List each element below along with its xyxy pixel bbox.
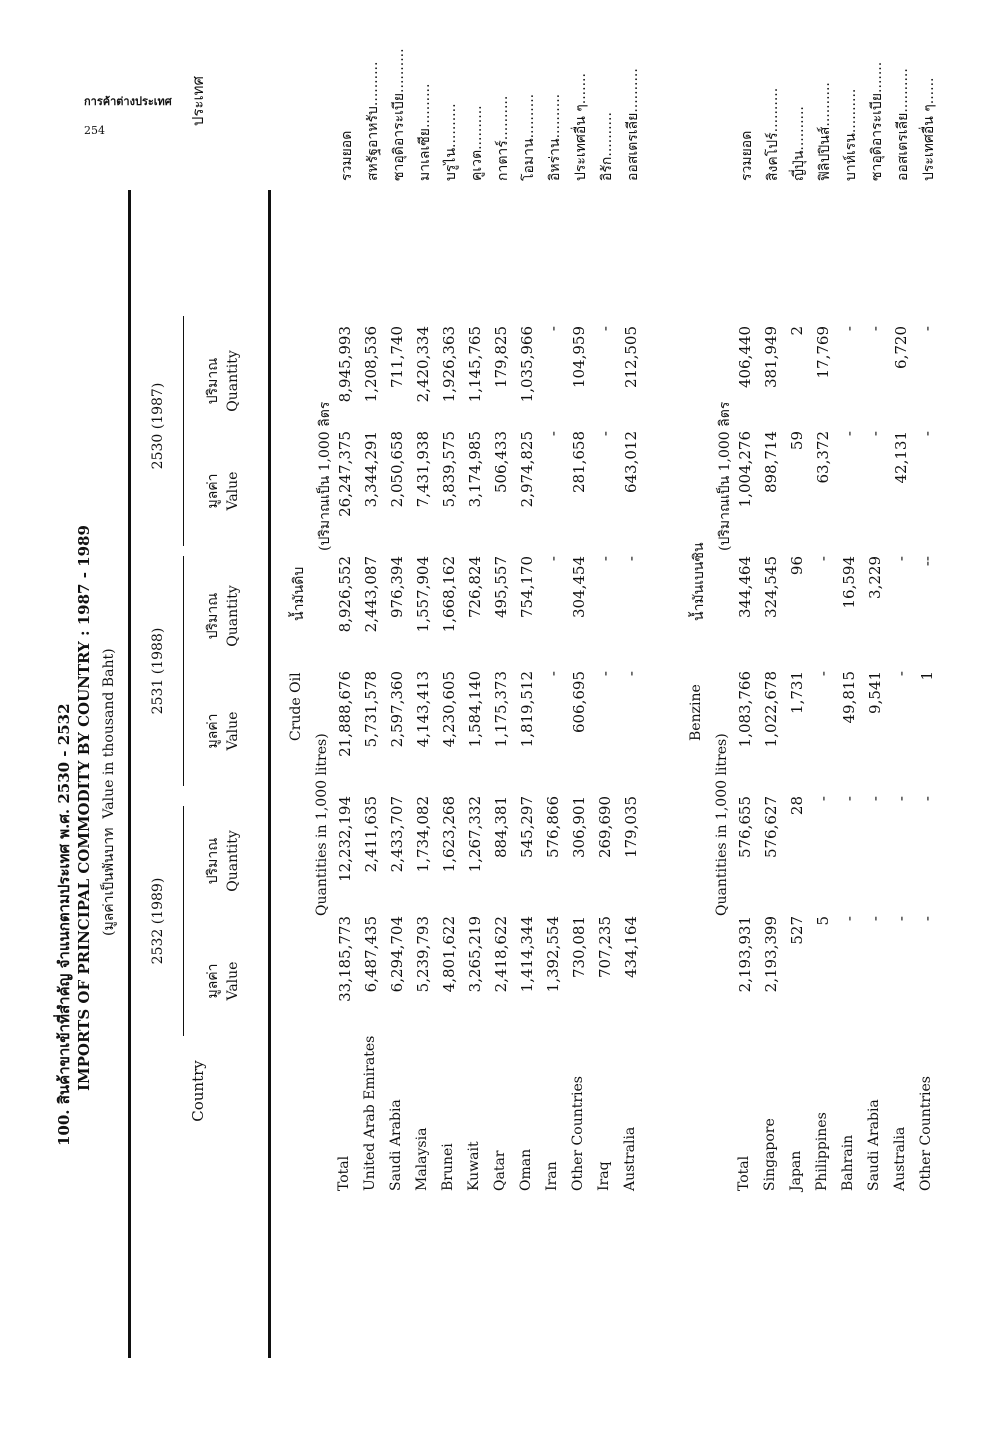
cell-q89: 28	[788, 796, 806, 816]
cell-q87: -	[544, 326, 562, 332]
section-unit-th: (ปริมาณเป็น 1,000 ลิตร	[717, 401, 733, 551]
cell-v88: 21,888,676	[336, 671, 354, 757]
cell-v88: 1,083,766	[736, 671, 754, 748]
cell-v89: 2,418,622	[492, 916, 510, 993]
section-name-th: น้ำมันดิบ	[291, 566, 307, 621]
cell-v88: -	[814, 671, 832, 677]
page-number: 254	[84, 124, 105, 137]
section-name-th: น้ำมันเบนซิน	[691, 542, 707, 621]
year-rule-1989	[183, 806, 184, 1036]
cell-v89: 3,265,219	[466, 916, 484, 993]
cell-q89: 12,232,194	[336, 796, 354, 882]
row-label-th: ออสเตรเลีย..........	[625, 68, 641, 181]
cell-q88: 304,454	[570, 556, 588, 619]
row-label-en: Singapore	[762, 1118, 778, 1191]
cell-q88: 1,668,162	[440, 556, 458, 633]
row-label-en: Australia	[892, 1126, 908, 1191]
cell-q87: 104,959	[570, 326, 588, 389]
v89-th: มูลค่า	[205, 963, 221, 999]
cell-q87: -	[866, 326, 884, 332]
cell-v89: 730,081	[570, 916, 588, 979]
v88-th: มูลค่า	[205, 713, 221, 749]
cell-v87: 281,658	[570, 431, 588, 494]
cell-q89: 1,623,268	[440, 796, 458, 873]
cell-v89: 707,235	[596, 916, 614, 979]
col-country-th: ประเทศ	[189, 75, 207, 127]
cell-q87: 1,208,536	[362, 326, 380, 403]
row-label-en: Qatar	[492, 1150, 508, 1191]
cell-v89: -	[840, 916, 858, 922]
cell-v87: 7,431,938	[414, 431, 432, 508]
q88-en: Quantity	[225, 585, 241, 647]
row-label-th: มาเลเซีย..........	[417, 83, 433, 181]
cell-v88: -	[544, 671, 562, 677]
row-label-en: United Arab Emirates	[362, 1035, 378, 1191]
cell-q88: 3,229	[866, 556, 884, 599]
cell-q88: 976,394	[388, 556, 406, 619]
year-1987: 2530 (1987)	[150, 382, 166, 470]
cell-q87: 17,769	[814, 326, 832, 379]
col-country-en: Country	[189, 1060, 207, 1122]
cell-q88: 726,824	[466, 556, 484, 619]
section-unit-en: Quantities in 1,000 litres)	[314, 733, 330, 916]
cell-q88: 1,557,904	[414, 556, 432, 633]
row-label-en: Saudi Arabia	[866, 1099, 882, 1191]
cell-q87: 1,035,966	[518, 326, 536, 403]
cell-v87: 5,839,575	[440, 431, 458, 508]
cell-v89: -	[866, 916, 884, 922]
cell-v87: 2,050,658	[388, 431, 406, 508]
row-label-th: ซาอุดิอาระเบีย.......	[869, 61, 885, 181]
row-label-en: Japan	[788, 1150, 804, 1191]
cell-v89: 6,487,435	[362, 916, 380, 993]
cell-q89: 2,433,707	[388, 796, 406, 873]
cell-v87: 898,714	[762, 431, 780, 494]
cell-q89: 884,381	[492, 796, 510, 859]
cell-v87: -	[596, 431, 614, 437]
cell-q88: --	[918, 556, 936, 567]
cell-v87: -	[866, 431, 884, 437]
cell-v87: 643,012	[622, 431, 640, 494]
cell-q88: 8,926,552	[336, 556, 354, 633]
cell-v88: 2,597,360	[388, 671, 406, 748]
section-unit-en: Quantities in 1,000 litres)	[714, 733, 730, 916]
cell-q89: -	[892, 796, 910, 802]
section-name-en: Benzine	[688, 684, 704, 741]
cell-v88: 1,022,678	[762, 671, 780, 748]
cell-v88: -	[622, 671, 640, 677]
section-unit-th: (ปริมาณเป็น 1,000 ลิตร	[317, 401, 333, 551]
cell-q88: -	[892, 556, 910, 562]
cell-v89: 1,414,344	[518, 916, 536, 993]
cell-v89: 6,294,704	[388, 916, 406, 993]
cell-q89: -	[840, 796, 858, 802]
cell-v87: -	[840, 431, 858, 437]
cell-q87: 179,825	[492, 326, 510, 389]
row-label-th: ญี่ปุ่น..........	[791, 106, 807, 181]
cell-q87: -	[840, 326, 858, 332]
cell-v88: 1,584,140	[466, 671, 484, 748]
cell-q89: 2,411,635	[362, 796, 380, 873]
cell-q88: -	[814, 556, 832, 562]
row-label-en: Malaysia	[414, 1127, 430, 1191]
row-label-en: Bahrain	[840, 1134, 856, 1191]
row-label-th: ออสเตรเลีย..........	[895, 68, 911, 181]
cell-v88: 9,541	[866, 671, 884, 714]
year-1988: 2531 (1988)	[150, 627, 166, 715]
row-label-en: Iraq	[596, 1161, 612, 1191]
cell-v89: 527	[788, 916, 806, 945]
row-label-th: โอมาน..........	[521, 93, 537, 181]
row-label-th: กาตาร์..........	[495, 95, 511, 181]
cell-q87: 381,949	[762, 326, 780, 389]
row-label-en: Saudi Arabia	[388, 1099, 404, 1191]
cell-q89: 1,734,082	[414, 796, 432, 873]
cell-v87: 42,131	[892, 431, 910, 484]
table-title-th: 100. สินค้าขาเข้าที่สำคัญ จำแนกตามประเทศ พ.ศ. 2530 - 2532	[55, 703, 73, 1146]
row-label-en: Iran	[544, 1161, 560, 1191]
cell-v87: 3,344,291	[362, 431, 380, 508]
v87-en: Value	[225, 471, 241, 511]
cell-q89: -	[918, 796, 936, 802]
row-label-th: รวมยอด	[739, 130, 755, 181]
cell-q87: 1,926,363	[440, 326, 458, 403]
cell-v87: 2,974,825	[518, 431, 536, 508]
row-label-en: Australia	[622, 1126, 638, 1191]
q89-en: Quantity	[225, 830, 241, 892]
cell-v87: 3,174,985	[466, 431, 484, 508]
year-1989: 2532 (1989)	[150, 877, 166, 965]
cell-q87: 1,145,765	[466, 326, 484, 403]
cell-q89: 179,035	[622, 796, 640, 859]
cell-v87: -	[544, 431, 562, 437]
section-name-en: Crude Oil	[288, 672, 304, 741]
cell-q88: 2,443,087	[362, 556, 380, 633]
row-label-en: Other Countries	[570, 1076, 586, 1191]
cell-q89: 576,655	[736, 796, 754, 859]
year-rule-1988	[183, 556, 184, 786]
q88-th: ปริมาณ	[205, 592, 221, 640]
cell-q89: -	[814, 796, 832, 802]
cell-q87: 6,720	[892, 326, 910, 369]
cell-v89: -	[918, 916, 936, 922]
cell-q87: 711,740	[388, 326, 406, 389]
cell-v89: 1,392,554	[544, 916, 562, 993]
cell-v89: 2,193,399	[762, 916, 780, 993]
cell-q87: 212,505	[622, 326, 640, 389]
year-rule-1987	[183, 316, 184, 546]
cell-v89: 33,185,773	[336, 916, 354, 1002]
cell-v89: 434,164	[622, 916, 640, 979]
v88-en: Value	[225, 711, 241, 751]
cell-v89: -	[892, 916, 910, 922]
row-label-en: Philippines	[814, 1112, 830, 1191]
cell-q87: 8,945,993	[336, 326, 354, 403]
cell-v87: 26,247,375	[336, 431, 354, 517]
cell-v88: 1,731	[788, 671, 806, 714]
cell-q89: 576,627	[762, 796, 780, 859]
cell-q87: 2	[788, 326, 806, 336]
cell-v88: 49,815	[840, 671, 858, 724]
row-label-th: อิรัก..........	[599, 112, 615, 181]
running-header: การค้าต่างประเทศ	[84, 95, 172, 108]
cell-q89: 576,866	[544, 796, 562, 859]
cell-q87: -	[596, 326, 614, 332]
cell-v89: 5	[814, 916, 832, 926]
cell-q88: -	[622, 556, 640, 562]
row-label-th: บาห์เรน..........	[843, 88, 859, 181]
cell-v87: 63,372	[814, 431, 832, 484]
q89-th: ปริมาณ	[205, 837, 221, 885]
cell-q89: 306,901	[570, 796, 588, 859]
cell-q87: 2,420,334	[414, 326, 432, 403]
row-label-en: Other Countries	[918, 1076, 934, 1191]
cell-q88: -	[544, 556, 562, 562]
cell-q88: 324,545	[762, 556, 780, 619]
cell-q88: 96	[788, 556, 806, 576]
row-label-th: สิงคโปร์..........	[765, 87, 781, 181]
header-rule	[268, 190, 271, 1358]
cell-v88: 1	[918, 671, 936, 681]
cell-v88: 606,695	[570, 671, 588, 734]
cell-q88: 495,557	[492, 556, 510, 619]
unit-note: (มูลค่าเป็นพันบาท Value in thousand Baht)	[101, 648, 117, 936]
row-label-th: บรูไน..........	[443, 103, 459, 181]
cell-q87: -	[918, 326, 936, 332]
cell-q89: 1,267,332	[466, 796, 484, 873]
cell-q88: 344,464	[736, 556, 754, 619]
cell-v89: 2,193,931	[736, 916, 754, 993]
row-label-th: สหรัฐอาหรับ..........	[365, 61, 381, 181]
row-label-en: Brunei	[440, 1143, 456, 1191]
cell-q87: 406,440	[736, 326, 754, 389]
cell-q89: -	[866, 796, 884, 802]
row-label-th: อิหร่าน..........	[547, 93, 563, 181]
cell-v88: -	[892, 671, 910, 677]
cell-v88: 4,143,413	[414, 671, 432, 748]
row-label-th: คูเวต..........	[469, 105, 485, 181]
cell-v89: 4,801,622	[440, 916, 458, 993]
cell-v87: -	[918, 431, 936, 437]
row-label-th: ประเทศอื่น ๆ.......	[573, 73, 589, 181]
cell-v87: 506,433	[492, 431, 510, 494]
cell-q88: -	[596, 556, 614, 562]
v89-en: Value	[225, 961, 241, 1001]
cell-v87: 59	[788, 431, 806, 451]
row-label-th: ซาอุดิอาระเบีย..........	[391, 48, 407, 181]
cell-v88: 1,819,512	[518, 671, 536, 748]
cell-v87: 1,004,276	[736, 431, 754, 508]
cell-v89: 5,239,793	[414, 916, 432, 993]
cell-q89: 269,690	[596, 796, 614, 859]
row-label-th: รวมยอด	[339, 130, 355, 181]
q87-en: Quantity	[225, 350, 241, 412]
row-label-th: ฟิลิปปินส์..........	[817, 82, 833, 181]
cell-q89: 545,297	[518, 796, 536, 859]
cell-v88: 1,175,373	[492, 671, 510, 748]
cell-v88: -	[596, 671, 614, 677]
cell-v88: 5,731,578	[362, 671, 380, 748]
row-label-en: Oman	[518, 1148, 534, 1191]
cell-q88: 754,170	[518, 556, 536, 619]
table-title-en: IMPORTS OF PRINCIPAL COMMODITY BY COUNTRY : 1987 - 1989	[75, 525, 93, 1091]
top-rule	[128, 190, 131, 1358]
row-label-en: Total	[736, 1155, 752, 1191]
cell-q88: 16,594	[840, 556, 858, 609]
cell-v88: 4,230,605	[440, 671, 458, 748]
v87-th: มูลค่า	[205, 473, 221, 509]
row-label-th: ประเทศอื่น ๆ......	[921, 77, 937, 181]
row-label-en: Total	[336, 1155, 352, 1191]
q87-th: ปริมาณ	[205, 357, 221, 405]
row-label-en: Kuwait	[466, 1141, 482, 1191]
